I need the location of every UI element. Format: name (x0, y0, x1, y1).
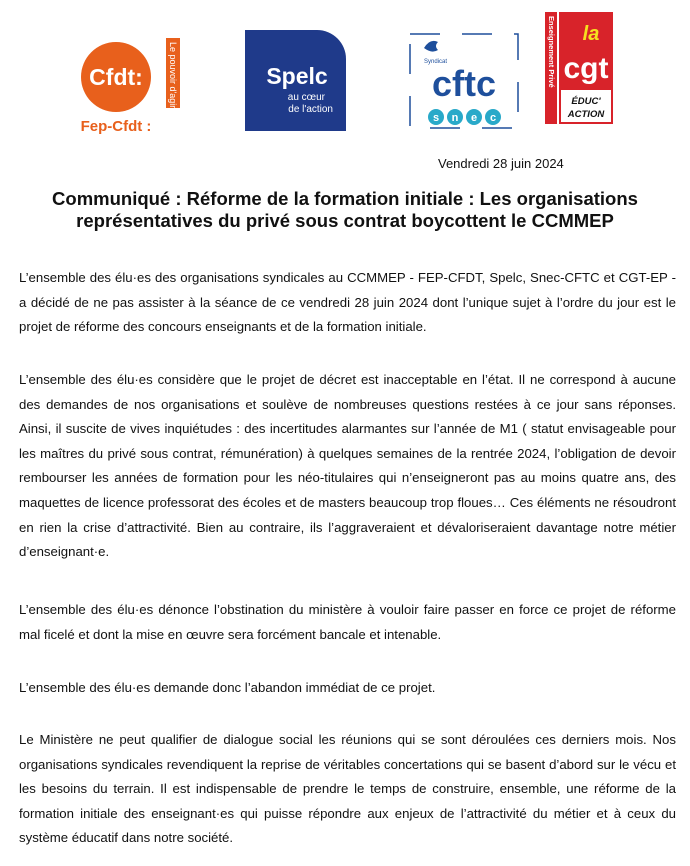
spelc-logo (245, 30, 346, 131)
spelc-logo-graphic (245, 30, 346, 131)
paragraph-abandon-demand: L’ensemble des élu·es demande donc l’abandon immédiat de ce projet. (19, 680, 436, 695)
paragraph-social-dialogue: Le Ministère ne peut qualifier de dialogue social les réunions qui se sont déroulées ces derniers mois. Nos organisations syndicales revendiquent la reprise de véritables concertations qui se basent d’abord sur le vécu et les besoins du terrain. Il est indispensable de prendre le temps de construire, ensemble, une réforme de la formation initiale des enseignant·es qui puisse répondre aux enjeux de l’attractivité du métier et à ceux du système éducatif dans notre société. (19, 732, 676, 846)
cgt-top-text: la (582, 23, 600, 45)
cfdt-bottom-text: Fep-Cfdt : (80, 118, 152, 135)
cftc-name: cftc (431, 63, 497, 104)
educ-action-line2: ACTION (567, 109, 605, 120)
cfdt-circle-text: Cfdt: (89, 64, 143, 90)
snec-letter-n: n (451, 112, 459, 124)
paragraph-ministry-obstination: L’ensemble des élu·es dénonce l’obstination du ministère à vouloir faire passer en force ce projet de réforme mal ficelé et dont la mise en œuvre sera forcément bancale et intenable. (19, 602, 676, 642)
snec-letter-s: s (432, 112, 440, 124)
snec-cftc-logo (408, 32, 520, 130)
fep-cfdt-logo (74, 36, 182, 136)
snec-cftc-logo-graphic (408, 32, 520, 130)
document-title-line-2: représentatives du privé sous contrat boycottent le CCMMEP (76, 210, 614, 231)
document-title (20, 188, 670, 232)
dove-icon (424, 41, 438, 52)
document-date: Vendredi 28 juin 2024 (438, 156, 564, 171)
cgt-enseignement-prive-logo (545, 12, 615, 132)
spelc-name: Spelc (266, 63, 328, 89)
cfdt-side-text: Le pouvoir d'agir ! (168, 42, 178, 114)
fep-cfdt-logo-graphic (74, 36, 182, 136)
educ-action-line1: ÉDUC' (571, 96, 601, 107)
document-title-line-1: Communiqué : Réforme de la formation initiale : Les organisations (52, 188, 638, 209)
cgt-name: cgt (563, 52, 609, 85)
snec-letter-e: e (470, 112, 478, 124)
cgt-side-text: Enseignement Privé (547, 16, 556, 88)
spelc-tagline-2: de l'action (288, 104, 333, 115)
spelc-tagline-1: au cœur (287, 92, 325, 103)
cgt-logo-graphic (545, 12, 615, 132)
cftc-small-label: Syndicat (424, 59, 448, 65)
paragraph-boycott-decision: L’ensemble des élu·es des organisations syndicales au CCMMEP - FEP-CFDT, Spelc, Snec-CFTC et CGT-EP - a décidé de ne pas assister à la séance de ce vendredi 28 juin 2024 dont l’unique sujet à l’ordre du jour est le projet de réforme des concours enseignants et de la formation initiale. (19, 270, 676, 335)
snec-letter-c: c (489, 112, 497, 124)
paragraph-decree-critique: L’ensemble des élu·es considère que le projet de décret est inacceptable en l’état. Il ne correspond à aucune des demandes de nos organisations et soulève de nombreuses questions restées à ce jour sans réponses. Ainsi, il suscite de vives inquiétudes : des incertitudes alarmantes sur l’année de M1 ( statut envisageable pour les maîtres du privé sous contrat, rémunération) à quelques semaines de la rentrée 2024, l’obligation de devoir rembourser les années de formation pour les néo-titulaires qui n’enseigneront pas au moins quatre ans, des maquettes de licence professorat des écoles et de masters beaucoup trop floues… Ces éléments ne résoudront en rien la crise d’attractivité. Bien au contraire, ils l’aggraveraient et dévaloriseraient davantage notre métier d’enseignant·e. (19, 372, 676, 560)
